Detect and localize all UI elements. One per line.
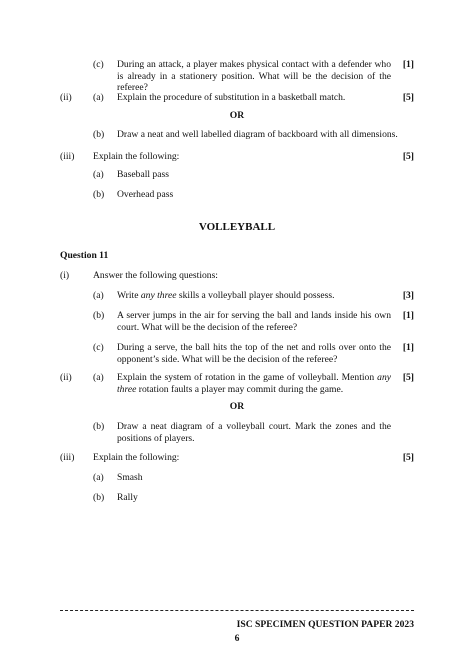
q10iii-marks: [5] xyxy=(402,151,414,162)
q10ii-b-text: Draw a neat and well labelled diagram of backboard with all dimensions. xyxy=(117,129,398,140)
q11ii-number: (ii) xyxy=(60,372,72,383)
q10iii-number: (iii) xyxy=(60,151,75,162)
q11iii-a-text: Smash xyxy=(117,472,143,483)
q11i-a-marks: [3] xyxy=(402,290,414,301)
q11iii-a-label: (a) xyxy=(93,472,104,483)
q11iii-b-label: (b) xyxy=(93,492,105,503)
q10iii-b-text: Overhead pass xyxy=(117,189,174,200)
q11i-b-marks: [1] xyxy=(402,310,414,321)
q11i-c-label: (c) xyxy=(93,342,104,353)
q10iii-a-label: (a) xyxy=(93,169,104,180)
q11ii-b-label: (b) xyxy=(93,421,105,432)
q11ii-marks: [5] xyxy=(402,372,414,383)
q10ii-or: OR xyxy=(229,110,245,121)
q11i-a-text: Write any three skills a volleyball player should possess. xyxy=(117,290,335,301)
q11iii-marks: [5] xyxy=(402,452,414,463)
q11ii-a-text: Explain the system of rotation in the game of volleyball. Mention any three rotation faults a player may commit during the game. xyxy=(117,372,391,395)
q10iii-a-text: Baseball pass xyxy=(117,169,169,180)
section-heading: VOLLEYBALL xyxy=(198,221,276,233)
q11ii-a-emphasis: any three xyxy=(117,372,391,395)
q11i-c-marks: [1] xyxy=(402,342,414,353)
q10c-text: During an attack, a player makes physical contact with a defender who is already in a stationery position. What will be the decision of the referee? xyxy=(117,59,391,93)
q11iii-text: Explain the following: xyxy=(93,452,180,463)
q11i-text: Answer the following questions: xyxy=(93,270,218,281)
q11i-a-label: (a) xyxy=(93,290,104,301)
footer-title: ISC SPECIMEN QUESTION PAPER 2023 xyxy=(236,619,414,630)
q11iii-number: (iii) xyxy=(60,452,75,463)
q11i-b-label: (b) xyxy=(93,310,105,321)
q10ii-marks: [5] xyxy=(402,92,414,103)
q10ii-b-label: (b) xyxy=(93,129,105,140)
q10iii-text: Explain the following: xyxy=(93,151,180,162)
q10c-label: (c) xyxy=(93,59,104,70)
question-title: Question 11 xyxy=(60,250,109,261)
q11i-b-text: A server jumps in the air for serving the ball and lands inside his own court. What will be the decision of the referee? xyxy=(117,310,391,333)
q10ii-a-text: Explain the procedure of substitution in a basketball match. xyxy=(117,92,346,103)
q11ii-or: OR xyxy=(229,401,245,412)
q11i-c-text: During a serve, the ball hits the top of the net and rolls over onto the opponent’s side. What will be the decision of the referee? xyxy=(117,342,391,365)
q11iii-b-text: Rally xyxy=(117,492,138,503)
q10c-marks: [1] xyxy=(402,59,414,70)
q10ii-number: (ii) xyxy=(60,92,72,103)
q11ii-b-text: Draw a neat diagram of a volleyball court. Mark the zones and the positions of players. xyxy=(117,421,391,444)
q10ii-a-label: (a) xyxy=(93,92,104,103)
page-number: 6 xyxy=(234,633,240,644)
q11ii-a-label: (a) xyxy=(93,372,104,383)
q11i-number: (i) xyxy=(60,270,70,281)
q10iii-b-label: (b) xyxy=(93,189,105,200)
q11i-a-emphasis: any three xyxy=(140,290,177,301)
footer-divider xyxy=(60,610,414,611)
